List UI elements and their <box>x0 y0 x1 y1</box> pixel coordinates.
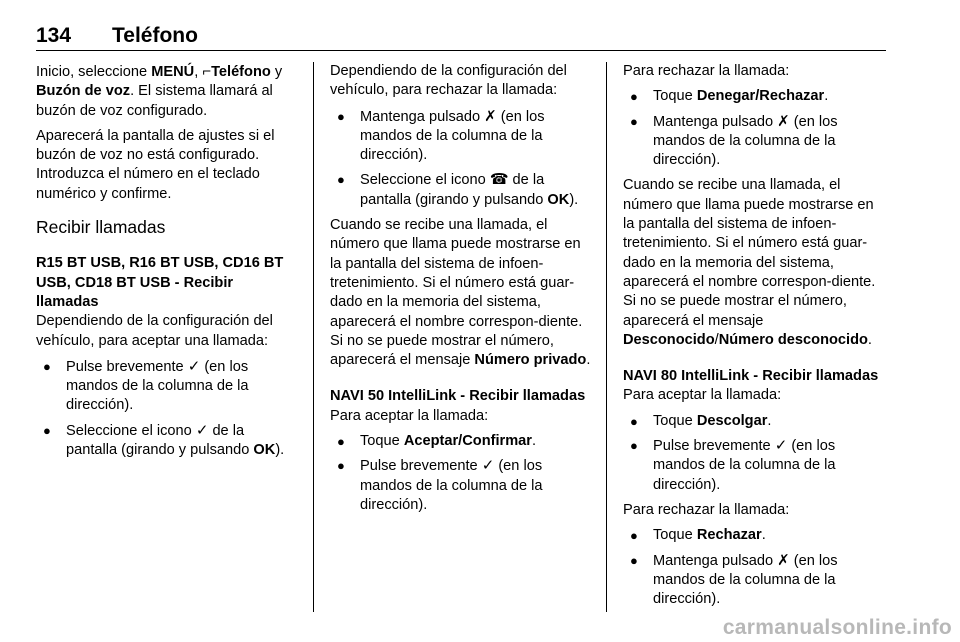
text: . <box>531 433 537 450</box>
text: ). <box>275 442 285 459</box>
text: y <box>274 64 283 80</box>
text: Seleccione el icono <box>66 422 196 439</box>
bullet-list <box>623 526 885 609</box>
ok-label: OK <box>547 191 570 208</box>
text: (en los mandos de la columna de la dirección). <box>360 108 545 164</box>
bullet-icon: ● <box>630 413 638 429</box>
private-number-label: Número privado <box>474 352 587 369</box>
text: Pulse brevemente <box>66 358 188 375</box>
reject-label: Rechazar <box>696 527 762 544</box>
phone-reject-icon: ✗ <box>777 112 790 130</box>
subsection-title: NAVI 80 IntelliLink - Recibir llamadas <box>623 368 879 385</box>
phone-accept-icon: ✓ <box>481 457 495 475</box>
list-item <box>330 170 592 210</box>
text: . El sistema llamará al buzón de voz configurado. <box>36 83 273 119</box>
column-divider <box>313 62 314 612</box>
column-3 <box>623 62 885 615</box>
phone-hangup-icon: ☎ <box>489 171 509 189</box>
text: Cuando se recibe una llamada, el número que llama puede mostrarse en la pantalla del sistema de infoen-tretenimiento. Si el número está guar-dado en la memoria del sistema, aparecerá el nombre correspon-diente. Si no se puede mostrar el número, aparecerá el mensaje <box>623 177 876 329</box>
list-item <box>330 432 592 451</box>
text: . <box>767 412 772 429</box>
paragraph <box>623 176 885 350</box>
text: Toque <box>653 412 697 429</box>
phone-label: Teléfono <box>211 64 271 80</box>
voicemail-label: Buzón de voz <box>36 83 131 100</box>
phone-accept-icon: ✓ <box>774 437 788 455</box>
subsection-title: NAVI 50 IntelliLink - Recibir llamadas <box>330 388 586 405</box>
text: Inicio, seleccione <box>36 64 152 80</box>
column-divider <box>606 62 607 612</box>
paragraph: Para rechazar la llamada: <box>623 501 790 518</box>
bullet-icon: ● <box>630 89 638 105</box>
page-title: Teléfono <box>112 24 198 47</box>
bullet-icon: ● <box>43 358 51 374</box>
bullet-icon: ● <box>630 113 638 129</box>
text: Mantenga pulsado <box>653 113 778 130</box>
text: de la pantalla (girando y pulsando <box>360 172 548 208</box>
paragraph: Aparecerá la pantalla de ajustes si el buzón de voz no está configurado. Introduzca el número en el teclado numérico y confirme. <box>36 127 275 202</box>
text: . <box>586 352 591 369</box>
text: (en los mandos de la columna de la dirección). <box>653 113 838 169</box>
bullet-icon: ● <box>630 528 638 544</box>
pickup-label: Descolgar <box>696 412 768 429</box>
bullet-list <box>36 357 298 460</box>
bullet-list <box>330 107 592 210</box>
text: Mantenga pulsado <box>360 108 485 125</box>
phone-reject-icon: ✗ <box>484 107 497 125</box>
bullet-icon: ● <box>630 438 638 454</box>
list-item <box>623 112 885 171</box>
list-item <box>330 456 592 515</box>
reject-label: Rechazar <box>759 88 825 105</box>
column-2 <box>330 62 592 521</box>
bullet-icon: ● <box>43 422 51 438</box>
text: ). <box>569 191 579 208</box>
unknown-number-label: Número desconocido <box>718 331 868 348</box>
column-1 <box>36 62 298 466</box>
text: Mantenga pulsado <box>653 552 778 569</box>
list-item <box>36 357 298 416</box>
text: Toque <box>360 433 404 450</box>
watermark: carmanualsonline.info <box>722 616 952 639</box>
bullet-icon: ● <box>337 108 345 124</box>
ok-label: OK <box>253 442 276 459</box>
text: / <box>458 433 463 450</box>
paragraph <box>36 62 298 121</box>
subsection-title: R15 BT USB, R16 BT USB, CD16 BT USB, CD18 BT USB - Recibir llamadas <box>36 255 284 310</box>
bullet-icon: ● <box>337 434 345 450</box>
paragraph: Para aceptar la llamada: <box>623 387 782 404</box>
text: Toque <box>653 88 697 105</box>
text: Pulse brevemente <box>360 458 482 475</box>
phone-reject-icon: ✗ <box>777 551 790 569</box>
list-item <box>623 87 885 106</box>
text: , <box>194 64 203 80</box>
paragraph <box>330 216 592 370</box>
bullet-list <box>330 432 592 515</box>
menu-label: MENÚ <box>151 64 195 80</box>
text: (en los mandos de la columna de la dirección). <box>653 438 836 493</box>
accept-label: Aceptar <box>403 433 459 450</box>
list-item <box>623 526 885 545</box>
list-item <box>36 421 298 461</box>
text: Seleccione el icono <box>360 172 490 189</box>
text: . <box>867 331 872 348</box>
phone-menu-icon: ⌐ <box>202 63 212 80</box>
phone-accept-icon: ✓ <box>187 357 201 375</box>
paragraph: Para rechazar la llamada: <box>623 63 790 79</box>
list-item <box>330 107 592 166</box>
text: (en los mandos de la columna de la dirección). <box>360 458 543 513</box>
bullet-icon: ● <box>337 458 345 474</box>
text: / <box>714 331 719 348</box>
phone-accept-icon: ✓ <box>195 421 209 439</box>
bullet-icon: ● <box>630 552 638 568</box>
page-number: 134 <box>36 24 72 47</box>
list-item <box>623 436 885 495</box>
paragraph: Para aceptar la llamada: <box>330 407 489 424</box>
section-title: Recibir llamadas <box>36 217 166 238</box>
confirm-label: Confirmar <box>462 433 532 450</box>
paragraph: Dependiendo de la configuración del vehículo, para aceptar una llamada: <box>36 313 273 349</box>
paragraph: Dependiendo de la configuración del vehículo, para rechazar la llamada: <box>330 63 567 99</box>
bullet-list <box>623 87 885 170</box>
list-item <box>623 412 885 431</box>
deny-label: Denegar <box>696 88 756 105</box>
text: Cuando se recibe una llamada, el número que llama puede mostrarse en la pantalla del sistema de infoen-tretenimiento. Si el número está guar-dado en la memoria del sistema, aparecerá el nombre correspon-diente. Si no se puede mostrar el número, aparecerá el mensaje <box>330 217 583 369</box>
unknown-label: Desconocido <box>623 331 715 348</box>
text: Toque <box>653 527 697 544</box>
text: (en los mandos de la columna de la dirección). <box>653 552 838 608</box>
bullet-icon: ● <box>337 172 345 188</box>
bullet-list <box>623 412 885 495</box>
text: de la pantalla (girando y pulsando <box>66 422 254 459</box>
text: . <box>824 88 829 105</box>
text: Pulse brevemente <box>653 438 775 455</box>
list-item <box>623 551 885 610</box>
text: (en los mandos de la columna de la dirección). <box>66 358 249 414</box>
text: / <box>755 88 760 105</box>
page-header <box>36 0 886 51</box>
text: . <box>761 527 766 544</box>
